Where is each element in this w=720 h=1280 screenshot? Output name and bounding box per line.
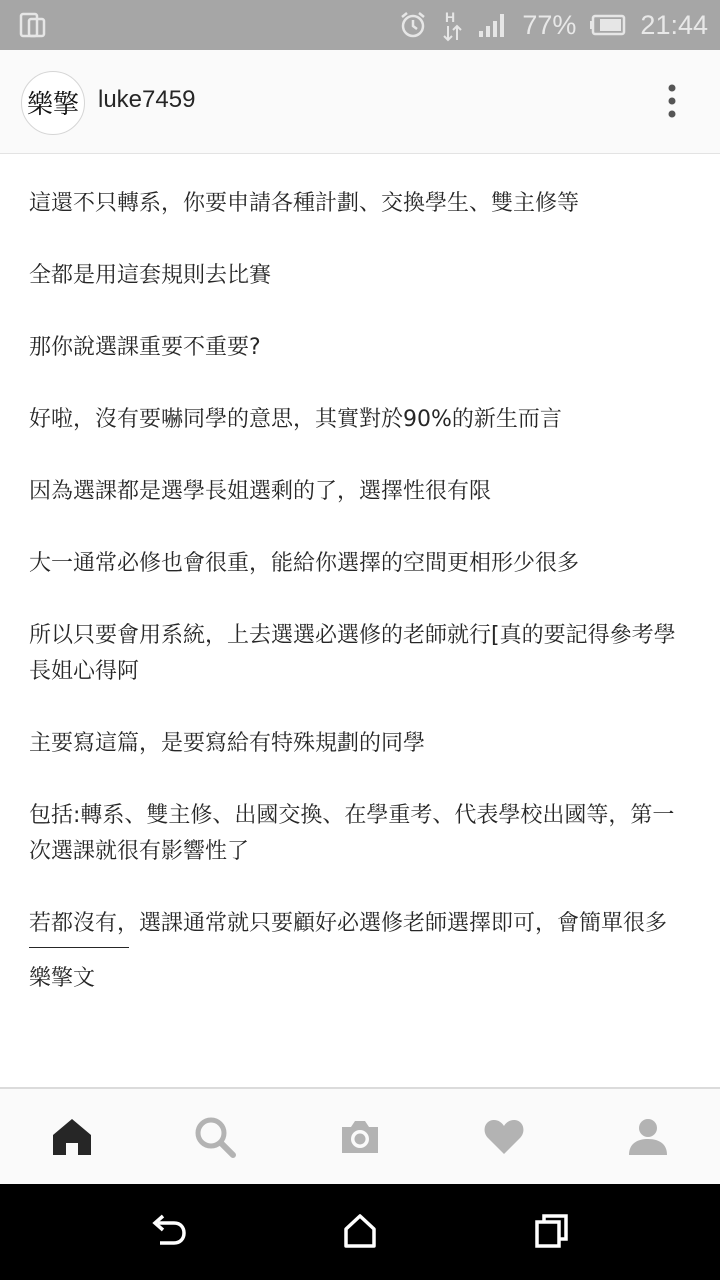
cell-signal-icon (478, 12, 508, 38)
system-nav-bar (0, 1184, 720, 1280)
caption-paragraph: 這還不只轉系，你要申請各種計劃、交換學生、雙主修等 (29, 191, 580, 216)
recents-icon[interactable] (532, 1211, 572, 1251)
avatar[interactable] (21, 71, 85, 135)
alarm-icon (398, 10, 428, 40)
search-icon[interactable] (193, 1115, 237, 1159)
home-outline-icon[interactable] (340, 1211, 380, 1251)
more-vertical-icon[interactable] (656, 82, 688, 122)
screen-mirror-icon (18, 10, 48, 40)
clock-time: 21:44 (640, 9, 708, 40)
caption-paragraph: 若都沒有，選課通常就只要顧好必選修老師選擇即可，會簡單很多 (29, 911, 668, 936)
hplus-signal-icon (442, 8, 464, 42)
home-icon[interactable] (50, 1115, 94, 1159)
caption-paragraph: 好啦，沒有要嚇同學的意思，其實對於90%的新生而言 (29, 407, 562, 432)
post-header (0, 50, 720, 154)
avatar-logo-text: 樂擎 (26, 90, 80, 120)
status-bar (0, 0, 720, 50)
heart-icon[interactable] (482, 1115, 526, 1159)
camera-icon[interactable] (338, 1115, 382, 1159)
bottom-tab-bar (0, 1087, 720, 1184)
caption-paragraph: 所以只要會用系統，上去選選必選修的老師就行[真的要記得參考學長姐心得阿 (29, 623, 676, 684)
battery-icon (590, 14, 626, 36)
caption-paragraph: 主要寫這篇，是要寫給有特殊規劃的同學 (29, 731, 426, 756)
caption-paragraph: 大一通常必修也會很重，能給你選擇的空間更相形少很多 (29, 551, 580, 576)
signature: 樂擎文 (29, 966, 96, 991)
profile-icon[interactable] (626, 1115, 670, 1159)
svg-text:H: H (445, 9, 456, 25)
username-link[interactable]: luke7459 (98, 86, 196, 113)
caption-paragraph: 因為選課都是選學長姐選剩的了，選擇性很有限 (29, 479, 492, 504)
caption-paragraph: 全都是用這套規則去比賽 (29, 263, 272, 288)
battery-percent: 77% (522, 9, 577, 40)
caption-paragraph: 包括:轉系、雙主修、出國交換、在學重考、代表學校出國等，第一次選課就很有影響性了 (29, 803, 675, 864)
signature-divider (29, 947, 129, 948)
caption-paragraph: 那你說選課重要不重要? (29, 335, 261, 360)
post-caption (29, 186, 691, 997)
back-icon[interactable] (148, 1211, 188, 1251)
